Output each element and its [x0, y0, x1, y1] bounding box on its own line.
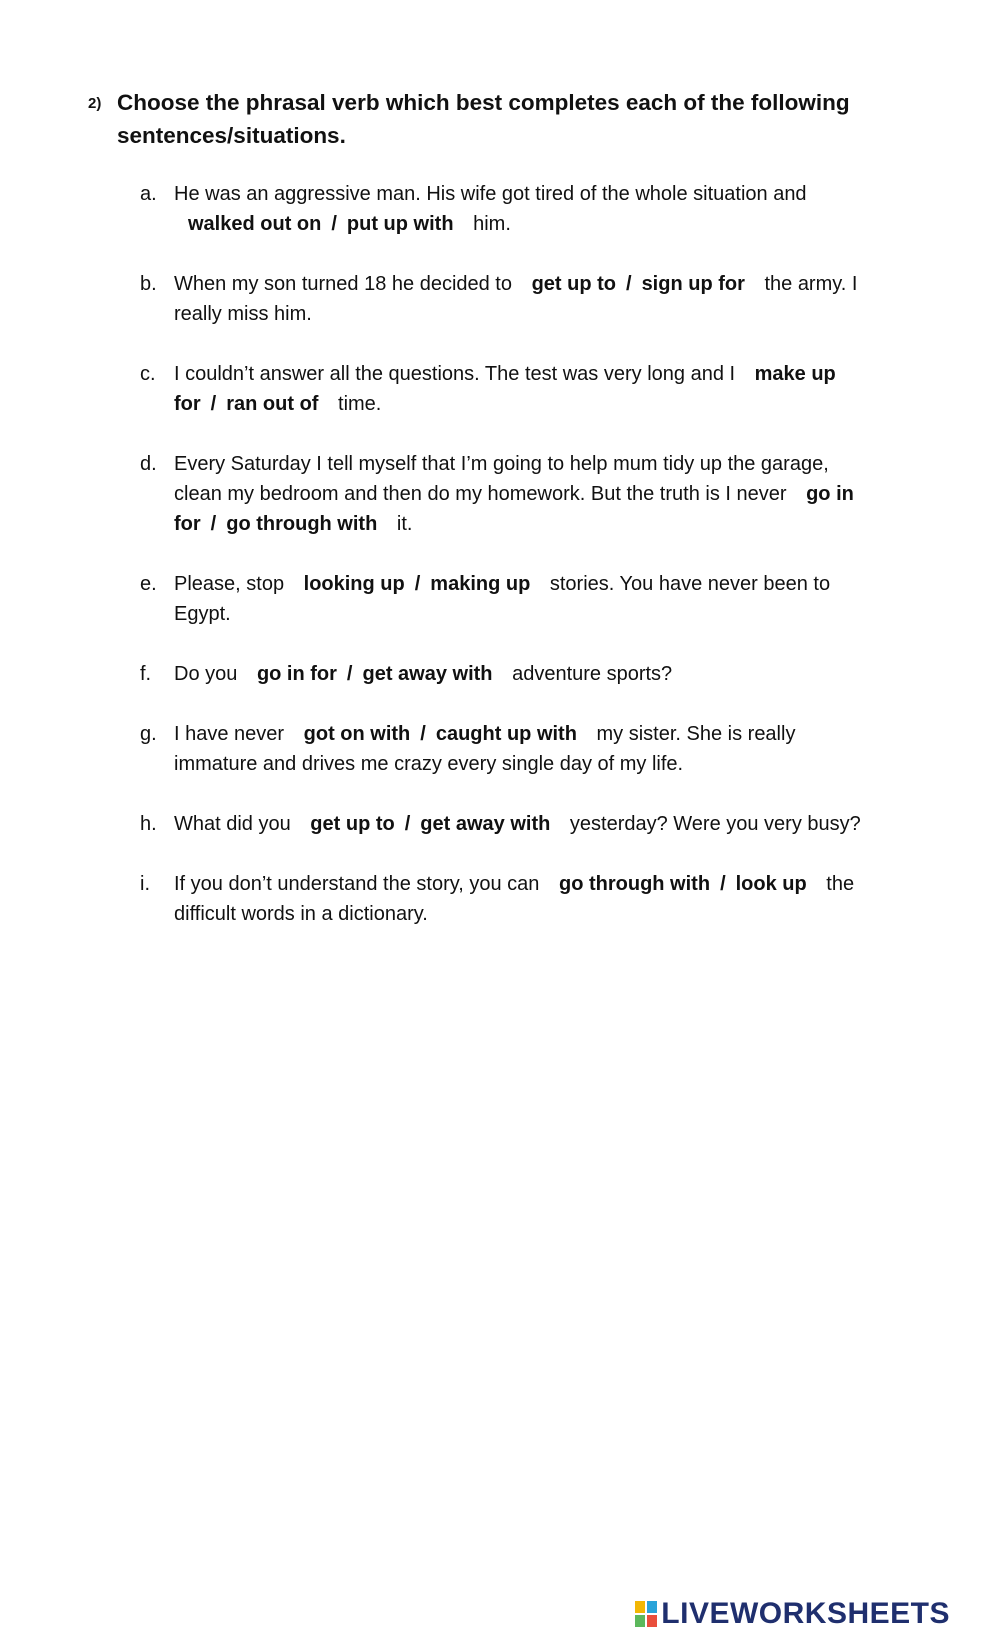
item-text-before: What did you — [174, 813, 291, 835]
item-letter: f. — [140, 663, 152, 685]
item-text-before: When my son turned 18 he decided to — [174, 273, 512, 295]
item-text-before: Do you — [174, 663, 238, 685]
option-2[interactable]: ran out of — [226, 393, 319, 415]
option-2[interactable]: making up — [430, 573, 531, 595]
item-letter: b. — [140, 273, 157, 295]
option-1[interactable]: go through with — [558, 873, 711, 895]
option-1[interactable]: get up to — [531, 273, 616, 295]
exercise-number: 2) — [88, 95, 102, 112]
option-2[interactable]: go through with — [226, 513, 378, 535]
exercise-item-b — [140, 269, 880, 329]
exercise-item-a — [140, 179, 880, 239]
item-text-after: adventure sports? — [512, 663, 673, 685]
item-letter: e. — [140, 573, 157, 595]
option-2[interactable]: look up — [735, 873, 807, 895]
brand-name: LIVEWORKSHEETS — [661, 1597, 950, 1630]
option-1[interactable]: looking up — [303, 573, 405, 595]
exercise-item-g — [140, 719, 880, 779]
item-text-before: I have never — [174, 723, 285, 745]
item-text-before: Please, stop — [174, 573, 285, 595]
item-text-before: He was an aggressive man. His wife got tired of the whole situation and — [174, 183, 807, 205]
option-1[interactable]: get up to — [310, 813, 395, 835]
option-2[interactable]: sign up for — [641, 273, 745, 295]
exercise-heading — [88, 86, 908, 152]
item-text-after: the difficult words in a dictionary. — [174, 873, 855, 925]
option-separator: / — [626, 273, 632, 295]
exercise-item-e — [140, 569, 880, 629]
option-2[interactable]: caught up with — [435, 723, 577, 745]
item-text-before: Every Saturday I tell myself that I’m going to help mum tidy up the garage, clean my bedroom and then do my homework. But the truth is I never — [174, 453, 829, 505]
exercise-item-f — [140, 659, 880, 689]
item-text-after: stories. You have never been to Egypt. — [174, 573, 831, 625]
item-text-after: the army. I really miss him. — [174, 273, 858, 325]
option-separator: / — [404, 813, 411, 835]
item-letter: g. — [140, 723, 157, 745]
option-2[interactable]: get away with — [420, 813, 551, 835]
item-text-after: it. — [396, 513, 413, 535]
item-letter: c. — [140, 363, 156, 385]
option-separator: / — [414, 573, 421, 595]
liveworksheets-logo[interactable] — [635, 1597, 950, 1631]
exercise-item-c — [140, 359, 880, 419]
option-2[interactable]: put up with — [346, 213, 454, 235]
item-text-after: yesterday? Were you very busy? — [569, 813, 861, 835]
exercise-instructions: Choose the phrasal verb which best completes each of the following sentences/situations. — [117, 90, 850, 148]
option-separator: / — [420, 723, 426, 745]
item-text-after: my sister. She is really immature and drives me crazy every single day of my life. — [174, 723, 796, 775]
item-text-after: him. — [473, 213, 511, 235]
item-text-before: I couldn’t answer all the questions. The test was very long and I — [174, 363, 736, 385]
option-1[interactable]: walked out on — [188, 213, 322, 235]
item-letter: d. — [140, 453, 157, 475]
liveworksheets-logo-icon — [635, 1601, 657, 1627]
item-text-after: time. — [338, 393, 382, 415]
exercise-item-h — [140, 809, 880, 839]
option-separator: / — [210, 393, 217, 415]
item-letter: a. — [140, 183, 157, 205]
option-1[interactable]: go in for — [174, 483, 854, 535]
item-letter: i. — [140, 873, 150, 895]
option-1[interactable]: got on with — [303, 723, 411, 745]
exercise-item-d — [140, 449, 880, 539]
exercise-item-i — [140, 869, 880, 929]
option-1[interactable]: make up for — [174, 363, 836, 415]
item-text-before: If you don’t understand the story, you can — [174, 873, 540, 895]
item-letter: h. — [140, 813, 157, 835]
exercise-items — [140, 179, 880, 959]
option-separator: / — [331, 213, 337, 235]
option-1[interactable]: go in for — [256, 663, 337, 685]
option-separator: / — [346, 663, 353, 685]
option-2[interactable]: get away with — [362, 663, 493, 685]
option-separator: / — [720, 873, 726, 895]
option-separator: / — [210, 513, 217, 535]
